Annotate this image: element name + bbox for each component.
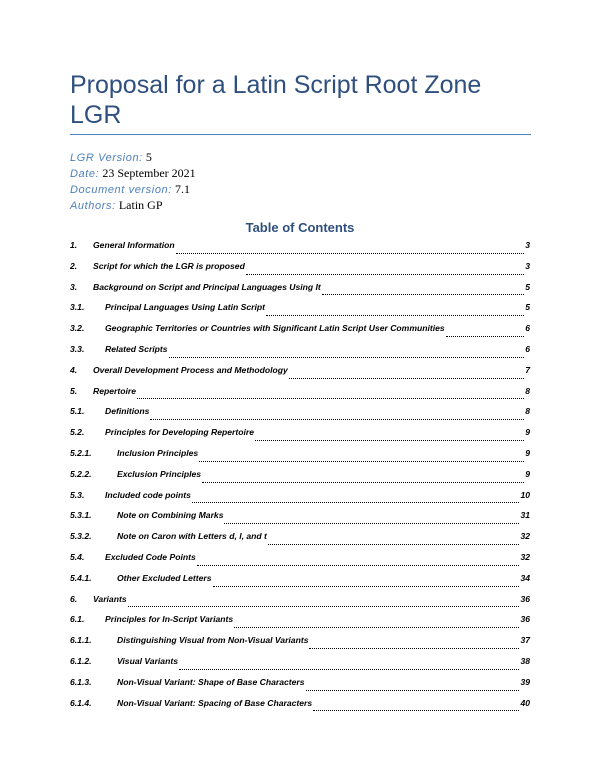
toc-entry-page[interactable]: 6 [525, 323, 530, 334]
toc-entry-page[interactable]: 36 [520, 614, 530, 625]
toc-entry[interactable] [70, 406, 530, 427]
toc-entry-title[interactable]: Principles for In-Script Variants [105, 614, 234, 625]
toc-entry-page[interactable]: 3 [525, 260, 530, 271]
toc-entry[interactable] [70, 344, 530, 365]
toc-entry-number: 3.3. [70, 343, 85, 354]
toc-dot-leader [213, 585, 520, 587]
meta-label: Document version: [70, 184, 172, 196]
toc-entry-title[interactable]: Definitions [105, 406, 150, 417]
toc-entry[interactable] [70, 552, 530, 573]
meta-value: 5 [145, 150, 152, 164]
toc-entry-title[interactable]: Distinguishing Visual from Non-Visual Variants [117, 635, 309, 646]
toc-entry-page[interactable]: 5 [525, 281, 530, 292]
toc-entry[interactable] [70, 635, 530, 656]
toc-dot-leader [266, 314, 524, 316]
toc-entry-number: 3. [70, 281, 78, 292]
toc-entry-number: 5.2.1. [70, 447, 92, 458]
toc-entry-number: 2. [70, 260, 78, 271]
toc-entry[interactable] [70, 677, 530, 698]
toc-entry[interactable] [70, 573, 530, 594]
toc-entry-number: 5.4. [70, 551, 85, 562]
toc-entry-page[interactable]: 36 [520, 593, 530, 604]
toc-entry-page[interactable]: 9 [525, 427, 530, 438]
toc-entry-title[interactable]: Note on Caron with Letters d, l, and t [117, 531, 267, 542]
toc-entry-title[interactable]: Note on Combining Marks [117, 510, 224, 521]
toc-entry-title[interactable]: Overall Development Process and Methodology [93, 364, 288, 375]
toc-entry-number: 5.1. [70, 406, 85, 417]
meta-label: Authors: [70, 200, 116, 212]
toc-dot-leader [255, 439, 524, 441]
toc-entry[interactable] [70, 510, 530, 531]
toc-entry-page[interactable]: 9 [525, 468, 530, 479]
toc-entry-page[interactable]: 8 [525, 406, 530, 417]
toc-dot-leader [289, 377, 524, 379]
document-meta [70, 150, 196, 214]
toc-entry-title[interactable]: Non-Visual Variant: Spacing of Base Characters [117, 697, 313, 708]
meta-value: 23 September 2021 [102, 166, 196, 180]
meta-label: Date: [70, 168, 100, 180]
toc-entry-number: 6.1.1. [70, 635, 92, 646]
toc-dot-leader [150, 418, 524, 420]
toc-entry-title[interactable]: Principles for Developing Repertoire [105, 427, 254, 438]
toc-dot-leader [268, 543, 520, 545]
toc-entry[interactable] [70, 698, 530, 719]
toc-dot-leader [128, 605, 520, 607]
toc-heading: Table of Contents [245, 220, 355, 235]
meta-value: 7.1 [174, 182, 190, 196]
toc-dot-leader [199, 460, 524, 462]
toc-entry-page[interactable]: 3 [525, 240, 530, 250]
toc-entry[interactable] [70, 614, 530, 635]
toc-entry-title[interactable]: Geographic Territories or Countries with Significant Latin Script User Communities [105, 323, 445, 334]
toc-entry-number: 1. [70, 240, 78, 250]
toc-entry-number: 5.2. [70, 427, 85, 438]
toc-entry[interactable] [70, 594, 530, 615]
meta-lgr-version [70, 150, 196, 166]
toc-entry-title[interactable]: Related Scripts [105, 343, 168, 354]
toc-entry[interactable] [70, 386, 530, 407]
document-title: Proposal for a Latin Script Root Zone LGR [70, 71, 482, 129]
toc-entry-page[interactable]: 6 [525, 343, 530, 354]
toc-dot-leader [309, 647, 519, 649]
toc-entry-page[interactable]: 7 [525, 364, 530, 375]
toc-entry-number: 6. [70, 593, 78, 604]
toc-entry-page[interactable]: 8 [525, 385, 530, 396]
toc-dot-leader [246, 273, 524, 275]
toc-entry-title[interactable]: Excluded Code Points [105, 551, 196, 562]
meta-label: LGR Version: [70, 152, 143, 164]
toc-entry[interactable] [70, 656, 530, 677]
toc-entry-number: 5. [70, 385, 78, 396]
toc-entry-page[interactable]: 37 [520, 635, 530, 646]
toc-entry[interactable] [70, 323, 530, 344]
toc-dot-leader [446, 335, 525, 337]
toc-entry-title[interactable]: Other Excluded Letters [117, 572, 212, 583]
toc-entry-number: 3.1. [70, 302, 85, 313]
toc-entry[interactable] [70, 531, 530, 552]
toc-entry[interactable] [70, 302, 530, 323]
toc-dot-leader [313, 709, 519, 711]
toc-entry[interactable] [70, 427, 530, 448]
toc-entry[interactable] [70, 490, 530, 511]
table-of-contents [70, 240, 530, 718]
toc-entry-number: 3.2. [70, 323, 85, 334]
title-rule [70, 134, 531, 135]
toc-entry-number: 5.3.2. [70, 531, 92, 542]
toc-entry-number: 6.1.2. [70, 655, 92, 666]
meta-value: Latin GP [118, 198, 163, 212]
toc-entry-page[interactable]: 34 [520, 572, 530, 583]
toc-entry-title[interactable]: Repertoire [93, 385, 136, 396]
toc-entry-title[interactable]: Non-Visual Variant: Shape of Base Characters [117, 676, 305, 687]
toc-dot-leader [202, 481, 524, 483]
toc-entry-number: 5.2.2. [70, 468, 92, 479]
toc-entry-number: 6.1.3. [70, 676, 92, 687]
toc-entry-number: 5.4.1. [70, 572, 92, 583]
toc-dot-leader [176, 252, 525, 254]
toc-dot-leader [306, 689, 520, 691]
toc-entry-title[interactable]: Visual Variants [117, 655, 178, 666]
toc-entry-number: 5.3.1. [70, 510, 92, 521]
toc-entry-title[interactable]: General Information [93, 240, 175, 250]
toc-entry-number: 6.1.4. [70, 697, 92, 708]
toc-entry-title[interactable]: Background on Script and Principal Languages Using It [93, 281, 321, 292]
toc-entry-title[interactable]: Included code points [105, 489, 191, 500]
toc-entry-page[interactable]: 5 [525, 302, 530, 313]
toc-entry-title[interactable]: Principal Languages Using Latin Script [105, 302, 265, 313]
toc-entry-page[interactable]: 10 [520, 489, 530, 500]
toc-entry-number: 5.3. [70, 489, 85, 500]
toc-entry[interactable] [70, 448, 530, 469]
meta-document-version [70, 182, 196, 198]
toc-entry-page[interactable]: 39 [520, 676, 530, 687]
toc-entry[interactable] [70, 261, 530, 282]
toc-dot-leader [197, 564, 520, 566]
toc-entry-page[interactable]: 32 [520, 531, 530, 542]
toc-dot-leader [234, 626, 519, 628]
toc-dot-leader [169, 356, 525, 358]
toc-entry-page[interactable]: 38 [520, 655, 530, 666]
toc-entry-number: 6.1. [70, 614, 85, 625]
toc-dot-leader [322, 293, 524, 295]
toc-entry-page[interactable]: 9 [525, 447, 530, 458]
toc-entry-number: 4. [70, 364, 78, 375]
toc-entry-title[interactable]: Script for which the LGR is proposed [93, 260, 245, 271]
toc-entry-title[interactable]: Inclusion Principles [117, 447, 199, 458]
toc-entry-page[interactable]: 40 [520, 697, 530, 708]
toc-entry[interactable] [70, 240, 530, 261]
toc-entry[interactable] [70, 469, 530, 490]
toc-entry-title[interactable]: Variants [93, 593, 127, 604]
toc-dot-leader [192, 501, 519, 503]
toc-dot-leader [224, 522, 519, 524]
toc-entry[interactable] [70, 365, 530, 386]
toc-entry-page[interactable]: 31 [520, 510, 530, 521]
meta-authors [70, 198, 196, 214]
toc-entry[interactable] [70, 282, 530, 303]
toc-entry-page[interactable]: 32 [520, 551, 530, 562]
toc-dot-leader [137, 397, 524, 399]
toc-entry-title[interactable]: Exclusion Principles [117, 468, 202, 479]
toc-dot-leader [179, 668, 519, 670]
meta-date [70, 166, 196, 182]
